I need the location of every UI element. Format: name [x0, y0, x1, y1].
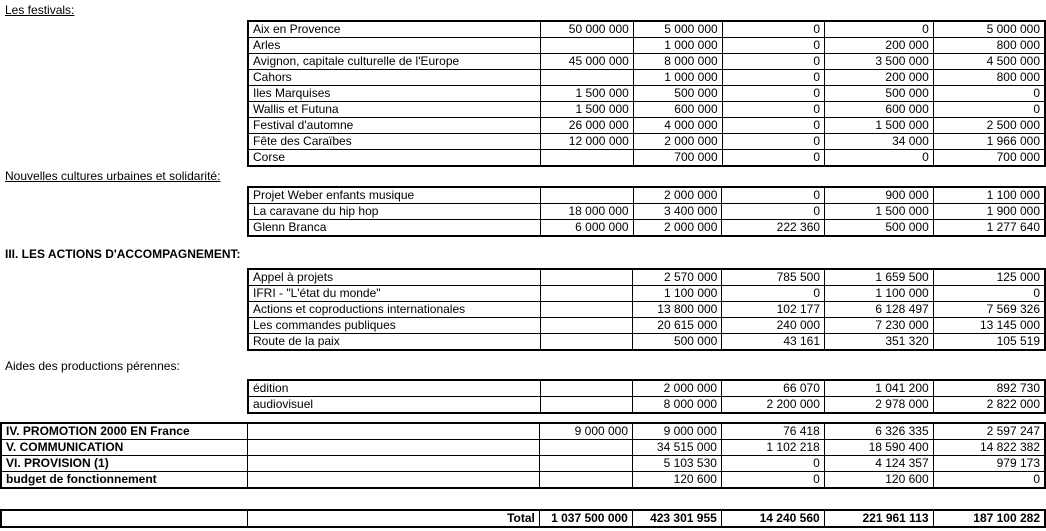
value-cell: 0 [722, 102, 824, 118]
value-cell: 1 100 000 [933, 187, 1045, 204]
value-cell: 9 000 000 [633, 423, 722, 440]
value-cell: 0 [722, 150, 824, 167]
value-cell: 0 [825, 21, 934, 38]
table-row [248, 21, 1045, 38]
table-row [248, 380, 1045, 397]
value-cell: 20 615 000 [633, 318, 722, 334]
row-label-cell: Festival d'automne [248, 118, 541, 134]
value-cell: 12 000 000 [541, 134, 634, 150]
value-cell: 13 145 000 [933, 318, 1045, 334]
summary-label-cell: VI. PROVISION (1) [1, 456, 248, 472]
value-cell: 1 000 000 [633, 38, 722, 54]
value-cell: 1 500 000 [825, 118, 934, 134]
summary-row [1, 456, 1045, 472]
value-cell: 979 173 [933, 456, 1045, 472]
section-label-actions-accompagnement: III. LES ACTIONS D'ACCOMPAGNEMENT: [5, 247, 241, 261]
value-cell: 1 102 218 [721, 440, 824, 456]
value-cell: 5 000 000 [933, 21, 1045, 38]
table-row [248, 204, 1045, 220]
total-table [0, 509, 1046, 528]
value-cell: 6 326 335 [824, 423, 933, 440]
value-cell: 2 570 000 [633, 269, 722, 286]
value-cell: 34 000 [825, 134, 934, 150]
value-cell [541, 286, 633, 302]
value-cell: 600 000 [825, 102, 934, 118]
value-cell: 0 [933, 102, 1045, 118]
value-cell: 2 500 000 [933, 118, 1045, 134]
value-cell: 500 000 [825, 220, 934, 237]
value-cell: 800 000 [933, 38, 1045, 54]
total-value-cell: 14 240 560 [721, 510, 824, 527]
row-label-cell: Projet Weber enfants musique [248, 187, 540, 204]
value-cell: 1 100 000 [633, 286, 722, 302]
section-label-nouvelles-cultures: Nouvelles cultures urbaines et solidarité: [5, 169, 221, 183]
value-cell: 892 730 [933, 380, 1045, 397]
value-cell: 0 [933, 286, 1045, 302]
value-cell: 18 590 400 [824, 440, 933, 456]
spacer-cell [248, 423, 540, 440]
row-label-cell: Arles [248, 38, 541, 54]
table-row [248, 70, 1045, 86]
spacer-cell [248, 472, 540, 489]
table-row [248, 220, 1045, 237]
total-value-cell: 1 037 500 000 [539, 510, 632, 527]
value-cell: 0 [722, 204, 825, 220]
total-value-cell: 187 100 282 [933, 510, 1045, 527]
value-cell: 0 [722, 21, 824, 38]
row-label-cell: IFRI - "L'état du monde" [248, 286, 541, 302]
summary-row [1, 423, 1045, 440]
table-row [248, 302, 1045, 318]
value-cell: 7 569 326 [933, 302, 1045, 318]
value-cell: 200 000 [825, 70, 934, 86]
value-cell: 1 500 000 [541, 102, 634, 118]
value-cell: 26 000 000 [541, 118, 634, 134]
value-cell: 2 000 000 [633, 380, 722, 397]
value-cell: 13 800 000 [633, 302, 722, 318]
row-label-cell: Route de la paix [248, 334, 541, 351]
value-cell: 0 [722, 134, 824, 150]
table-row [248, 187, 1045, 204]
summary-label-cell: IV. PROMOTION 2000 EN France [1, 423, 248, 440]
value-cell [541, 334, 633, 351]
value-cell [540, 472, 633, 489]
value-cell: 120 600 [633, 472, 722, 489]
row-label-cell: Cahors [248, 70, 541, 86]
row-label-cell: Iles Marquises [248, 86, 541, 102]
summary-row [1, 472, 1045, 489]
value-cell: 1 500 000 [541, 86, 634, 102]
table-row [248, 54, 1045, 70]
row-label-cell: Appel à projets [248, 269, 541, 286]
value-cell [540, 397, 633, 414]
value-cell: 2 978 000 [824, 397, 933, 414]
value-cell: 0 [722, 70, 824, 86]
table-row [248, 269, 1045, 286]
value-cell: 2 000 000 [633, 134, 722, 150]
value-cell: 102 177 [722, 302, 825, 318]
value-cell: 0 [722, 54, 824, 70]
value-cell: 1 500 000 [825, 204, 934, 220]
row-label-cell: édition [248, 380, 540, 397]
value-cell: 18 000 000 [540, 204, 633, 220]
value-cell: 0 [722, 118, 824, 134]
value-cell: 125 000 [933, 269, 1045, 286]
table-row [248, 334, 1045, 351]
value-cell: 34 515 000 [633, 440, 722, 456]
value-cell: 200 000 [825, 38, 934, 54]
total-row [1, 510, 1045, 527]
table-row [248, 286, 1045, 302]
value-cell: 2 597 247 [933, 423, 1045, 440]
value-cell: 2 000 000 [633, 187, 722, 204]
spacer-cell [248, 456, 540, 472]
summary-label-cell: V. COMMUNICATION [1, 440, 248, 456]
table-row [248, 318, 1045, 334]
value-cell: 3 500 000 [825, 54, 934, 70]
total-value-cell: 423 301 955 [632, 510, 721, 527]
value-cell: 66 070 [722, 380, 825, 397]
value-cell: 1 659 500 [825, 269, 934, 286]
value-cell: 43 161 [722, 334, 825, 351]
value-cell: 500 000 [633, 86, 722, 102]
value-cell [541, 302, 633, 318]
table-row [248, 38, 1045, 54]
value-cell [540, 380, 633, 397]
value-cell: 1 000 000 [633, 70, 722, 86]
section-label-aides-productions: Aides des productions pérennes: [5, 359, 180, 373]
value-cell: 2 822 000 [933, 397, 1045, 414]
value-cell: 700 000 [633, 150, 722, 167]
value-cell: 1 041 200 [824, 380, 933, 397]
nouvelles-cultures-table [247, 186, 1046, 237]
value-cell: 14 822 382 [933, 440, 1045, 456]
value-cell: 500 000 [825, 86, 934, 102]
row-label-cell: Les commandes publiques [248, 318, 541, 334]
festivals-table [247, 20, 1046, 167]
value-cell: 8 000 000 [633, 397, 722, 414]
value-cell: 6 128 497 [825, 302, 934, 318]
table-row [248, 102, 1045, 118]
value-cell [541, 269, 633, 286]
spacer-cell [1, 510, 247, 527]
value-cell: 0 [722, 86, 824, 102]
value-cell [540, 187, 633, 204]
value-cell: 0 [721, 472, 824, 489]
value-cell [541, 38, 634, 54]
value-cell: 240 000 [722, 318, 825, 334]
value-cell: 0 [722, 38, 824, 54]
value-cell: 1 966 000 [933, 134, 1045, 150]
value-cell: 785 500 [722, 269, 825, 286]
row-label-cell: La caravane du hip hop [248, 204, 540, 220]
value-cell: 7 230 000 [825, 318, 934, 334]
total-value-cell: 221 961 113 [824, 510, 933, 527]
table-row [248, 86, 1045, 102]
value-cell: 105 519 [933, 334, 1045, 351]
value-cell [540, 456, 633, 472]
section-label-festivals: Les festivals: [5, 3, 75, 17]
value-cell: 4 124 357 [824, 456, 933, 472]
aides-productions-table [247, 379, 1046, 414]
value-cell [541, 150, 634, 167]
value-cell: 0 [722, 286, 825, 302]
value-cell: 500 000 [633, 334, 722, 351]
value-cell: 600 000 [633, 102, 722, 118]
value-cell: 4 000 000 [633, 118, 722, 134]
value-cell: 1 277 640 [933, 220, 1045, 237]
value-cell: 0 [721, 456, 824, 472]
actions-accompagnement-table [247, 268, 1046, 351]
row-label-cell: Corse [248, 150, 541, 167]
summary-label-cell: budget de fonctionnement [1, 472, 248, 489]
row-label-cell: Actions et coproductions internationales [248, 302, 541, 318]
row-label-cell: audiovisuel [248, 397, 540, 414]
value-cell: 0 [933, 472, 1045, 489]
value-cell: 1 100 000 [825, 286, 934, 302]
value-cell: 800 000 [933, 70, 1045, 86]
total-label-cell: Total [247, 510, 539, 527]
value-cell: 0 [722, 187, 825, 204]
row-label-cell: Avignon, capitale culturelle de l'Europe [248, 54, 541, 70]
table-row [248, 134, 1045, 150]
table-row [248, 150, 1045, 167]
summary-table [0, 422, 1046, 489]
value-cell: 1 900 000 [933, 204, 1045, 220]
value-cell: 8 000 000 [633, 54, 722, 70]
value-cell: 76 418 [721, 423, 824, 440]
value-cell: 2 000 000 [633, 220, 722, 237]
value-cell: 222 360 [722, 220, 825, 237]
summary-row [1, 440, 1045, 456]
value-cell: 900 000 [825, 187, 934, 204]
value-cell: 2 200 000 [722, 397, 825, 414]
value-cell [541, 70, 634, 86]
value-cell: 6 000 000 [540, 220, 633, 237]
value-cell: 0 [825, 150, 934, 167]
value-cell [540, 440, 633, 456]
row-label-cell: Glenn Branca [248, 220, 540, 237]
value-cell: 5 000 000 [633, 21, 722, 38]
spacer-cell [248, 440, 540, 456]
value-cell: 4 500 000 [933, 54, 1045, 70]
table-row [248, 118, 1045, 134]
value-cell: 120 600 [824, 472, 933, 489]
table-row [248, 397, 1045, 414]
row-label-cell: Wallis et Futuna [248, 102, 541, 118]
value-cell: 45 000 000 [541, 54, 634, 70]
value-cell: 700 000 [933, 150, 1045, 167]
value-cell [541, 318, 633, 334]
value-cell: 9 000 000 [540, 423, 633, 440]
value-cell: 351 320 [825, 334, 934, 351]
row-label-cell: Aix en Provence [248, 21, 541, 38]
value-cell: 0 [933, 86, 1045, 102]
value-cell: 50 000 000 [541, 21, 634, 38]
row-label-cell: Fête des Caraïbes [248, 134, 541, 150]
value-cell: 5 103 530 [633, 456, 722, 472]
value-cell: 3 400 000 [633, 204, 722, 220]
